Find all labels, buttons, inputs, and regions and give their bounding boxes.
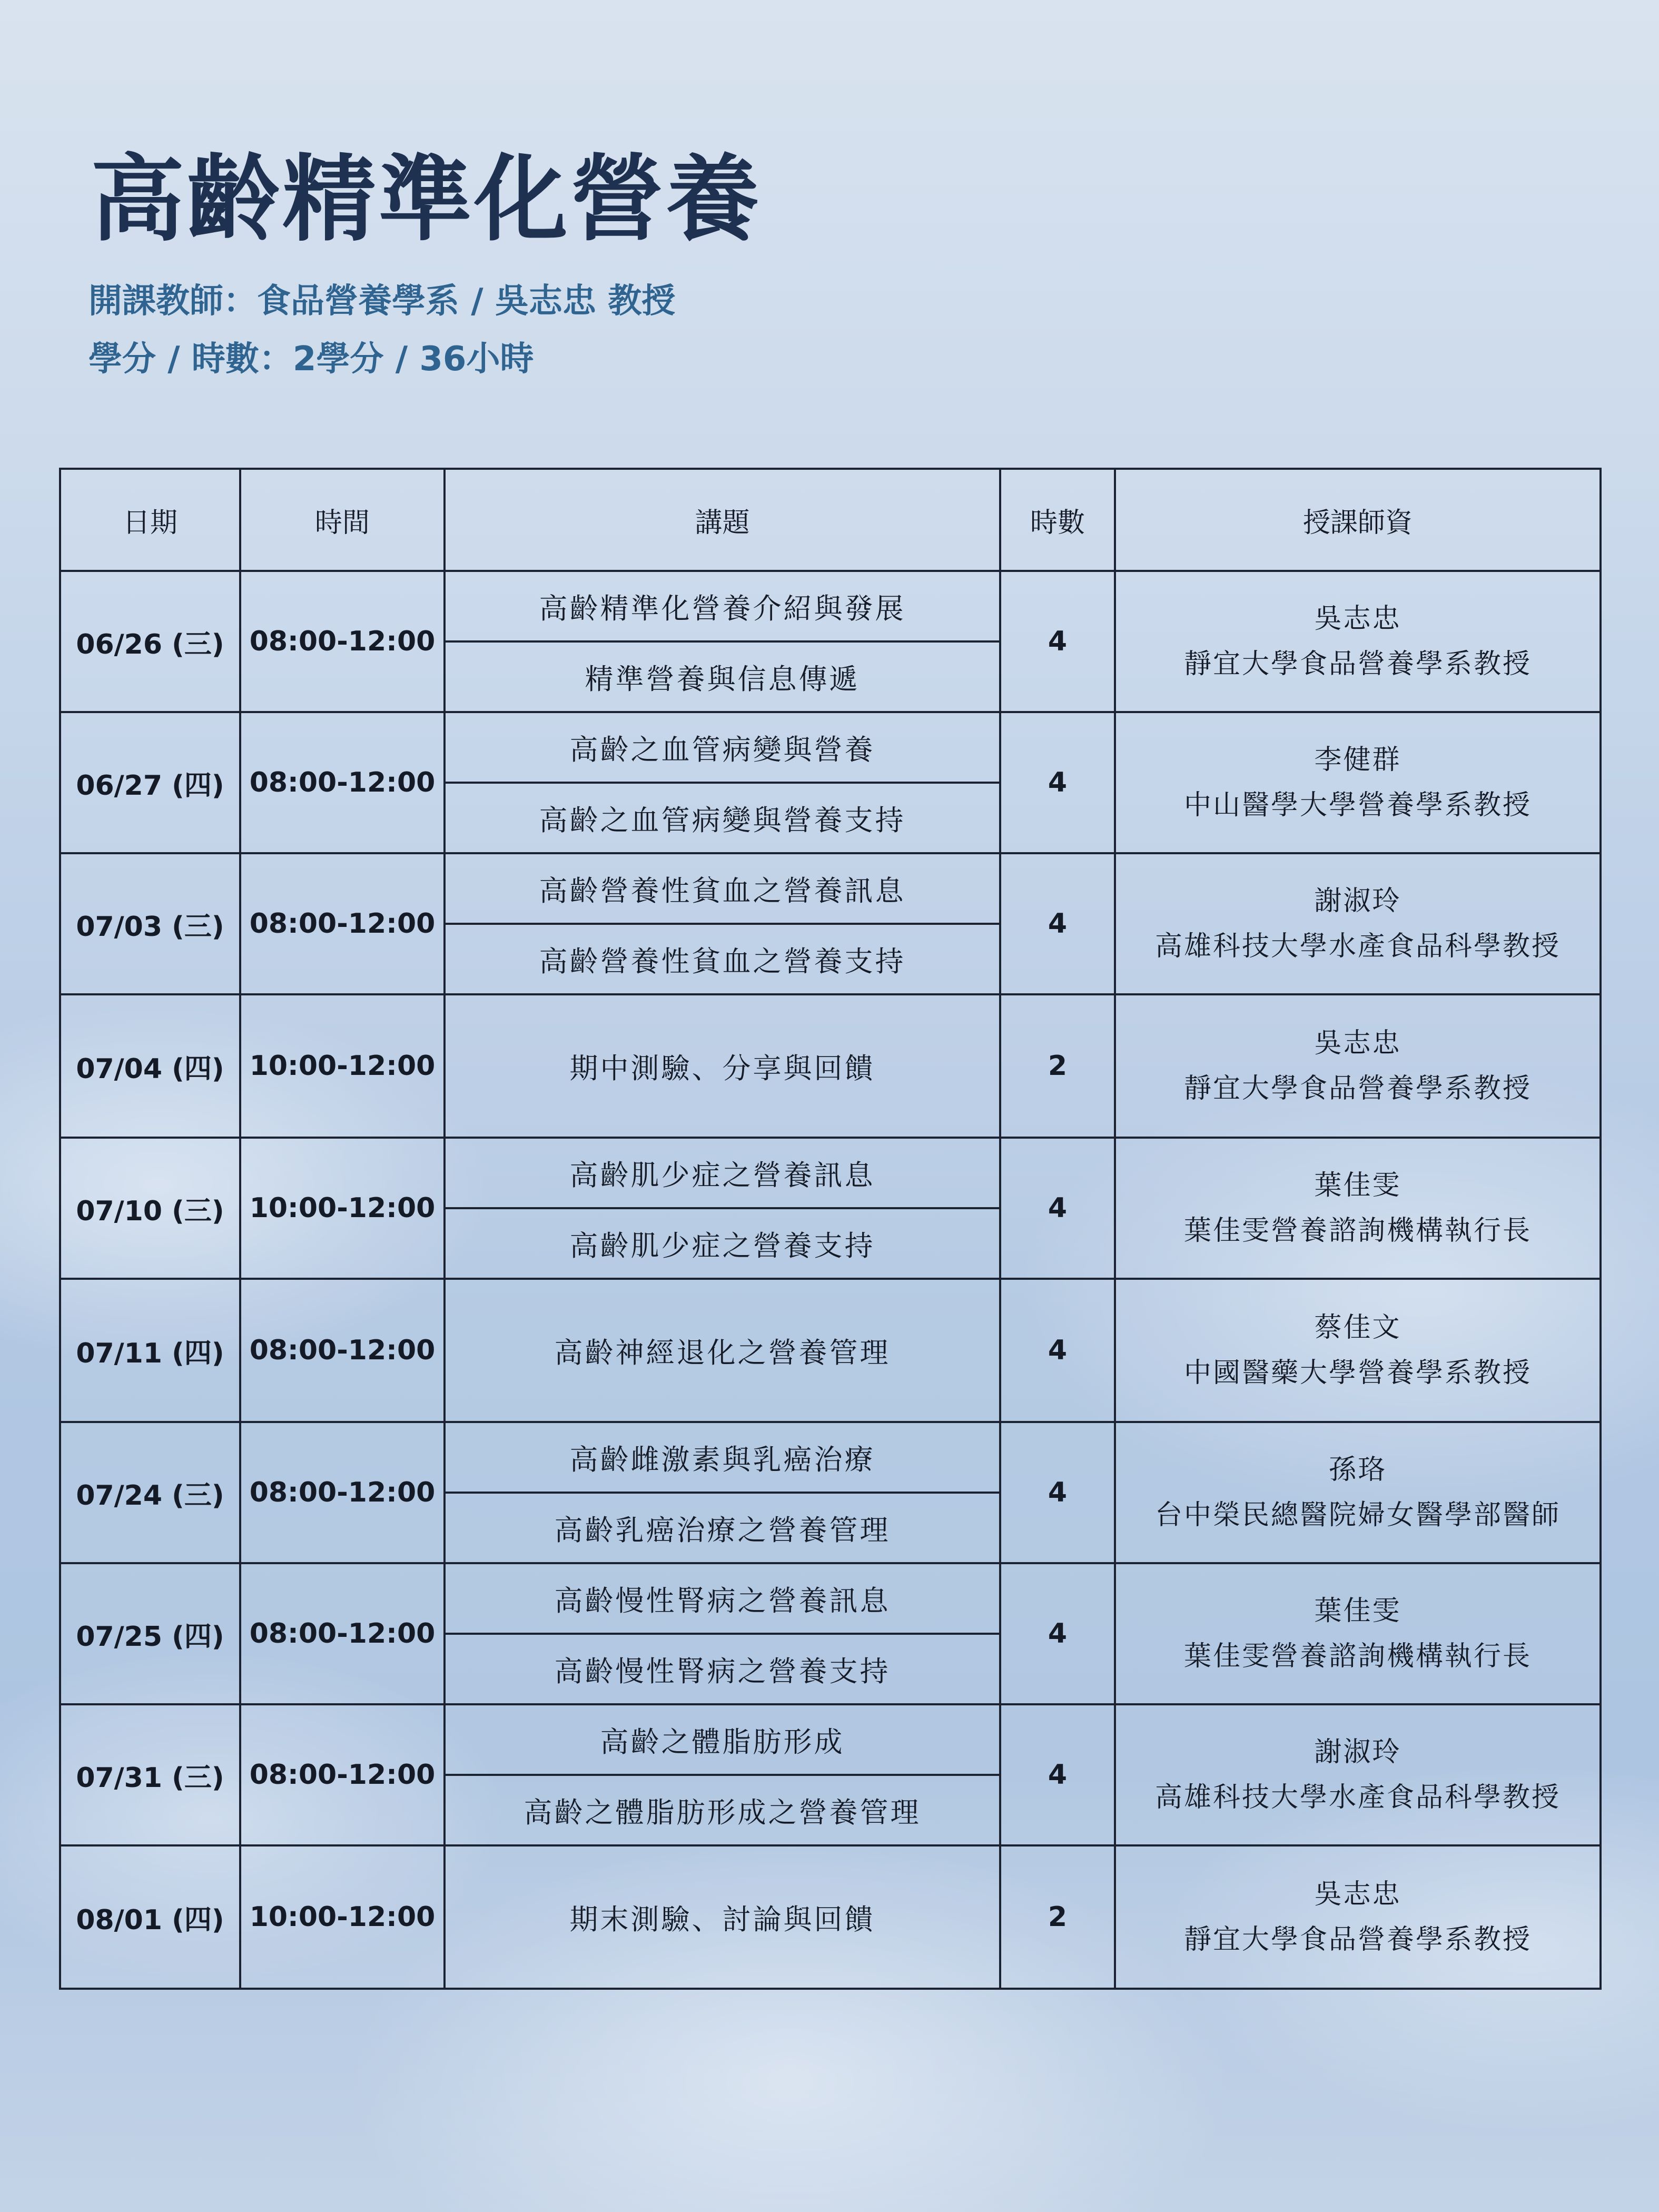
session-topic: 高齡乳癌治療之營養管理	[445, 1493, 1000, 1563]
session-hours: 4	[1000, 1422, 1115, 1563]
instructor-name: 吳志忠	[1314, 603, 1401, 635]
table-row	[60, 1422, 1601, 1493]
instructor-affiliation: 葉佳雯營養諮詢機構執行長	[1183, 1641, 1532, 1672]
instructor-affiliation: 靜宜大學食品營養學系教授	[1183, 648, 1532, 680]
table-row	[60, 1704, 1601, 1775]
session-time: 08:00-12:00	[240, 1422, 445, 1563]
session-topic: 高齡慢性腎病之營養訊息	[445, 1563, 1000, 1634]
instructor-name: 蔡佳文	[1314, 1312, 1401, 1344]
table-row	[60, 994, 1601, 1138]
instructor-affiliation: 高雄科技大學水產食品科學教授	[1154, 1782, 1561, 1813]
instructor-name: 葉佳雯	[1314, 1595, 1401, 1627]
instructor-affiliation: 靜宜大學食品營養學系教授	[1183, 1073, 1532, 1104]
session-hours: 4	[1000, 571, 1115, 712]
session-time: 10:00-12:00	[240, 994, 445, 1138]
instructor-name: 吳志忠	[1314, 1879, 1401, 1910]
session-topic: 高齡營養性貧血之營養支持	[445, 924, 1000, 994]
instructor-affiliation: 高雄科技大學水產食品科學教授	[1154, 931, 1561, 962]
session-date: 06/26 (三)	[60, 571, 240, 712]
session-hours: 4	[1000, 1138, 1115, 1279]
column-header-topic: 講題	[445, 469, 1000, 571]
table-row	[60, 712, 1601, 783]
session-topic: 高齡慢性腎病之營養支持	[445, 1634, 1000, 1704]
instructor-cell	[1115, 712, 1601, 853]
session-time: 08:00-12:00	[240, 571, 445, 712]
session-hours: 4	[1000, 1279, 1115, 1422]
session-topic: 高齡神經退化之營養管理	[445, 1279, 1000, 1422]
session-topic: 高齡雌激素與乳癌治療	[445, 1422, 1000, 1493]
instructor-cell	[1115, 1279, 1601, 1422]
session-time: 08:00-12:00	[240, 712, 445, 853]
session-topic: 期末測驗、討論與回饋	[445, 1845, 1000, 1989]
instructor-name: 謝淑玲	[1314, 1736, 1401, 1768]
session-topic: 高齡營養性貧血之營養訊息	[445, 853, 1000, 924]
session-date: 07/24 (三)	[60, 1422, 240, 1563]
instructor-cell	[1115, 1138, 1601, 1279]
table-row	[60, 1279, 1601, 1422]
session-topic: 期中測驗、分享與回饋	[445, 994, 1000, 1138]
session-date: 08/01 (四)	[60, 1845, 240, 1989]
session-topic: 高齡之血管病變與營養支持	[445, 783, 1000, 853]
session-date: 07/04 (四)	[60, 994, 240, 1138]
session-topic: 高齡之體脂肪形成之營養管理	[445, 1775, 1000, 1845]
table-row	[60, 571, 1601, 641]
instructor-affiliation: 葉佳雯營養諮詢機構執行長	[1183, 1215, 1532, 1247]
session-time: 08:00-12:00	[240, 1563, 445, 1704]
instructor-name: 李健群	[1314, 744, 1401, 776]
schedule-table	[59, 468, 1602, 1990]
session-topic: 高齡肌少症之營養支持	[445, 1208, 1000, 1279]
session-topic: 高齡之血管病變與營養	[445, 712, 1000, 783]
session-date: 06/27 (四)	[60, 712, 240, 853]
session-hours: 2	[1000, 994, 1115, 1138]
column-header-date: 日期	[60, 469, 240, 571]
instructor-affiliation: 中國醫藥大學營養學系教授	[1183, 1357, 1532, 1389]
session-hours: 2	[1000, 1845, 1115, 1989]
instructor-name: 吳志忠	[1314, 1028, 1401, 1059]
instructor-cell	[1115, 853, 1601, 994]
session-date: 07/11 (四)	[60, 1279, 240, 1422]
instructor-cell	[1115, 1704, 1601, 1845]
table-row	[60, 1845, 1601, 1989]
session-date: 07/03 (三)	[60, 853, 240, 994]
session-time: 08:00-12:00	[240, 1279, 445, 1422]
instructor-name: 葉佳雯	[1314, 1170, 1401, 1201]
table-row	[60, 1563, 1601, 1634]
session-time: 10:00-12:00	[240, 1845, 445, 1989]
instructor-name: 孫珞	[1328, 1454, 1387, 1486]
table-row	[60, 853, 1601, 924]
column-header-hours: 時數	[1000, 469, 1115, 571]
session-topic: 高齡之體脂肪形成	[445, 1704, 1000, 1775]
page-title: 高齡精準化營養	[91, 145, 762, 254]
instructor-cell	[1115, 1422, 1601, 1563]
schedule-body	[60, 571, 1601, 1989]
table-row	[60, 1138, 1601, 1208]
instructor-cell	[1115, 994, 1601, 1138]
session-time: 10:00-12:00	[240, 1138, 445, 1279]
session-date: 07/10 (三)	[60, 1138, 240, 1279]
instructor-cell	[1115, 571, 1601, 712]
instructor-affiliation: 靜宜大學食品營養學系教授	[1183, 1924, 1532, 1956]
session-time: 08:00-12:00	[240, 1704, 445, 1845]
instructor-name: 謝淑玲	[1314, 885, 1401, 917]
session-topic: 高齡精準化營養介紹與發展	[445, 571, 1000, 641]
column-header-time: 時間	[240, 469, 445, 571]
session-hours: 4	[1000, 712, 1115, 853]
instructor-line: 開課教師：食品營養學系 / 吳志忠 教授	[88, 282, 676, 321]
session-topic: 精準營養與信息傳遞	[445, 641, 1000, 712]
session-date: 07/25 (四)	[60, 1563, 240, 1704]
instructor-cell	[1115, 1845, 1601, 1989]
table-header-row	[60, 469, 1601, 571]
session-time: 08:00-12:00	[240, 853, 445, 994]
session-date: 07/31 (三)	[60, 1704, 240, 1845]
instructor-affiliation: 台中榮民總醫院婦女醫學部醫師	[1154, 1499, 1561, 1531]
credit-hours-line: 學分 / 時數：2學分 / 36小時	[88, 340, 534, 379]
instructor-affiliation: 中山醫學大學營養學系教授	[1183, 789, 1532, 821]
session-topic: 高齡肌少症之營養訊息	[445, 1138, 1000, 1208]
session-hours: 4	[1000, 853, 1115, 994]
instructor-cell	[1115, 1563, 1601, 1704]
session-hours: 4	[1000, 1563, 1115, 1704]
session-hours: 4	[1000, 1704, 1115, 1845]
column-header-instructor: 授課師資	[1115, 469, 1601, 571]
